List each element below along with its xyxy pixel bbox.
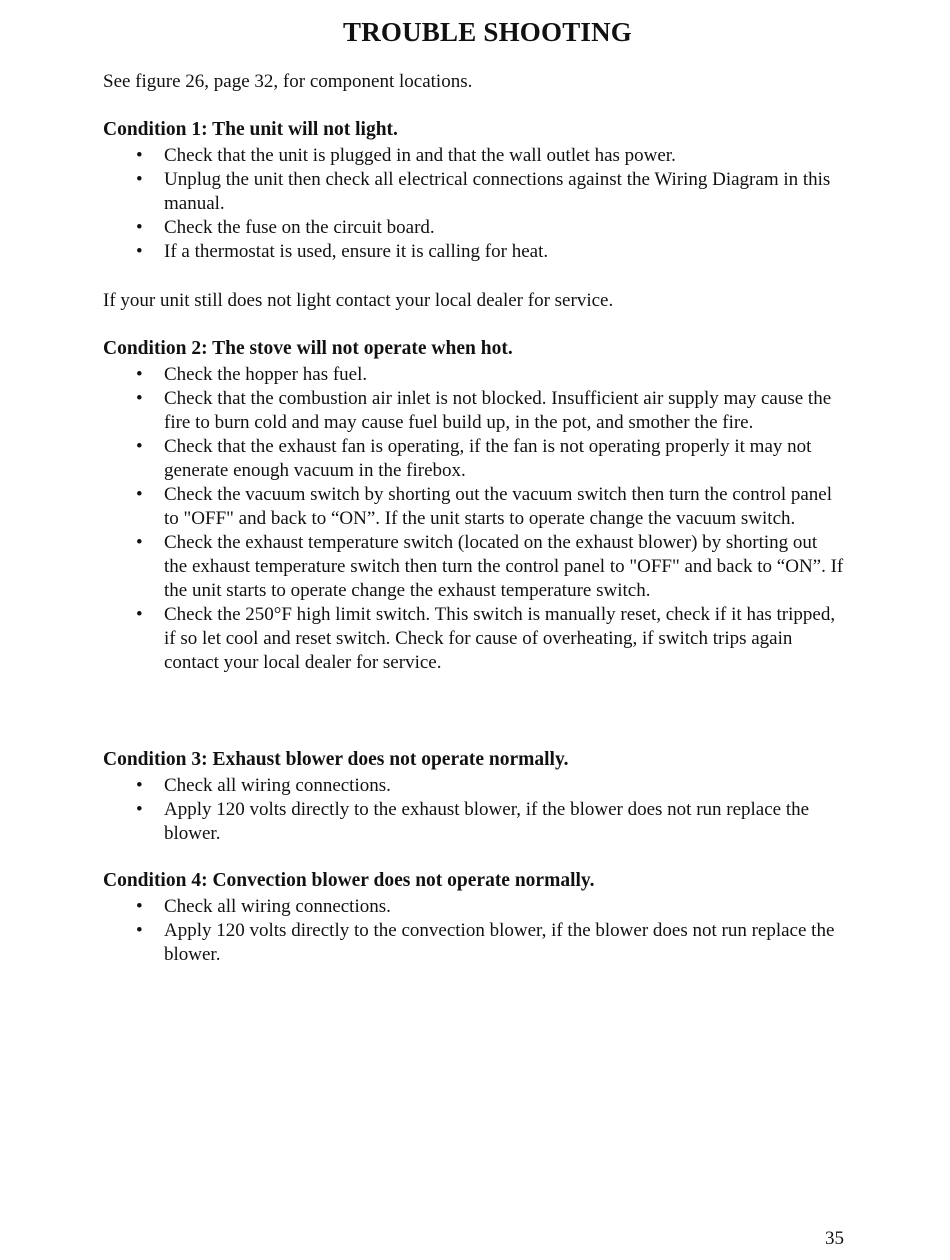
bullet-icon: •: [136, 436, 143, 457]
list-item-text: Check that the unit is plugged in and that the wall outlet has power.: [164, 145, 676, 166]
list-item-text: Check the exhaust temperature switch (located on the exhaust blower) by shorting out the exhaust temperature switch then turn the control panel to "OFF" and back to “ON”. If the unit starts to operate change the exhaust temperature switch.: [164, 532, 844, 601]
condition-3-heading: Condition 3: Exhaust blower does not operate normally.: [103, 749, 569, 770]
list-item: [103, 531, 844, 603]
condition-1-list: [103, 144, 863, 264]
list-item: [103, 483, 844, 531]
condition-4-section: [103, 869, 863, 967]
bullet-icon: •: [136, 145, 143, 166]
list-item: [103, 144, 844, 168]
list-item-text: Check that the exhaust fan is operating, if the fan is not operating properly it may not generate enough vacuum in the firebox.: [164, 436, 812, 481]
list-item: [103, 387, 844, 435]
list-item: [103, 363, 844, 387]
bullet-icon: •: [136, 920, 143, 941]
list-item: [103, 919, 844, 967]
list-item: [103, 435, 844, 483]
list-item-text: Check the fuse on the circuit board.: [164, 217, 435, 238]
bullet-icon: •: [136, 241, 143, 262]
page-number: 35: [825, 1228, 844, 1249]
condition-3-list: [103, 774, 863, 846]
list-item: [103, 774, 844, 798]
condition-2-heading: Condition 2: The stove will not operate when hot.: [103, 338, 513, 359]
list-item-text: Check that the combustion air inlet is not blocked. Insufficient air supply may cause the fire to burn cold and may cause fuel build up, in the pot, and smother the fire.: [164, 388, 832, 433]
list-item-text: Apply 120 volts directly to the exhaust blower, if the blower does not run replace the blower.: [164, 799, 810, 844]
bullet-icon: •: [136, 169, 143, 190]
condition-1-heading: Condition 1: The unit will not light.: [103, 119, 398, 140]
condition-1-followup: If your unit still does not light contact your local dealer for service.: [103, 290, 614, 311]
list-item: [103, 216, 844, 240]
bullet-icon: •: [136, 532, 143, 553]
list-item-text: Check all wiring connections.: [164, 775, 391, 796]
list-item: [103, 895, 844, 919]
bullet-icon: •: [136, 388, 143, 409]
page-title: TROUBLE SHOOTING: [342, 17, 633, 47]
condition-4-list: [103, 895, 863, 967]
list-item: [103, 603, 844, 675]
condition-1-section: [103, 118, 863, 264]
list-item-text: Apply 120 volts directly to the convection blower, if the blower does not run replace the blower.: [164, 920, 835, 965]
bullet-icon: •: [136, 799, 143, 820]
list-item-text: If a thermostat is used, ensure it is calling for heat.: [164, 241, 549, 262]
list-item: [103, 168, 844, 216]
bullet-icon: •: [136, 484, 143, 505]
bullet-icon: •: [136, 364, 143, 385]
condition-2-list: [103, 363, 863, 675]
bullet-icon: •: [136, 896, 143, 917]
list-item: [103, 798, 844, 846]
bullet-icon: •: [136, 604, 143, 625]
bullet-icon: •: [136, 775, 143, 796]
list-item-text: Unplug the unit then check all electrical connections against the Wiring Diagram in this manual.: [164, 169, 831, 214]
intro-text: See figure 26, page 32, for component locations.: [103, 71, 473, 92]
list-item-text: Check all wiring connections.: [164, 896, 391, 917]
bullet-icon: •: [136, 217, 143, 238]
condition-3-section: [103, 748, 863, 846]
condition-4-heading: Condition 4: Convection blower does not operate normally.: [103, 870, 595, 891]
list-item-text: Check the hopper has fuel.: [164, 364, 368, 385]
list-item: [103, 240, 844, 264]
list-item-text: Check the vacuum switch by shorting out the vacuum switch then turn the control panel to "OFF" and back to “ON”. If the unit starts to operate change the vacuum switch.: [164, 484, 833, 529]
list-item-text: Check the 250°F high limit switch. This switch is manually reset, check if it has tripped, if so let cool and reset switch. Check for cause of overheating, if switch trips again contact your local dealer for service.: [164, 604, 836, 673]
condition-2-section: [103, 337, 863, 675]
